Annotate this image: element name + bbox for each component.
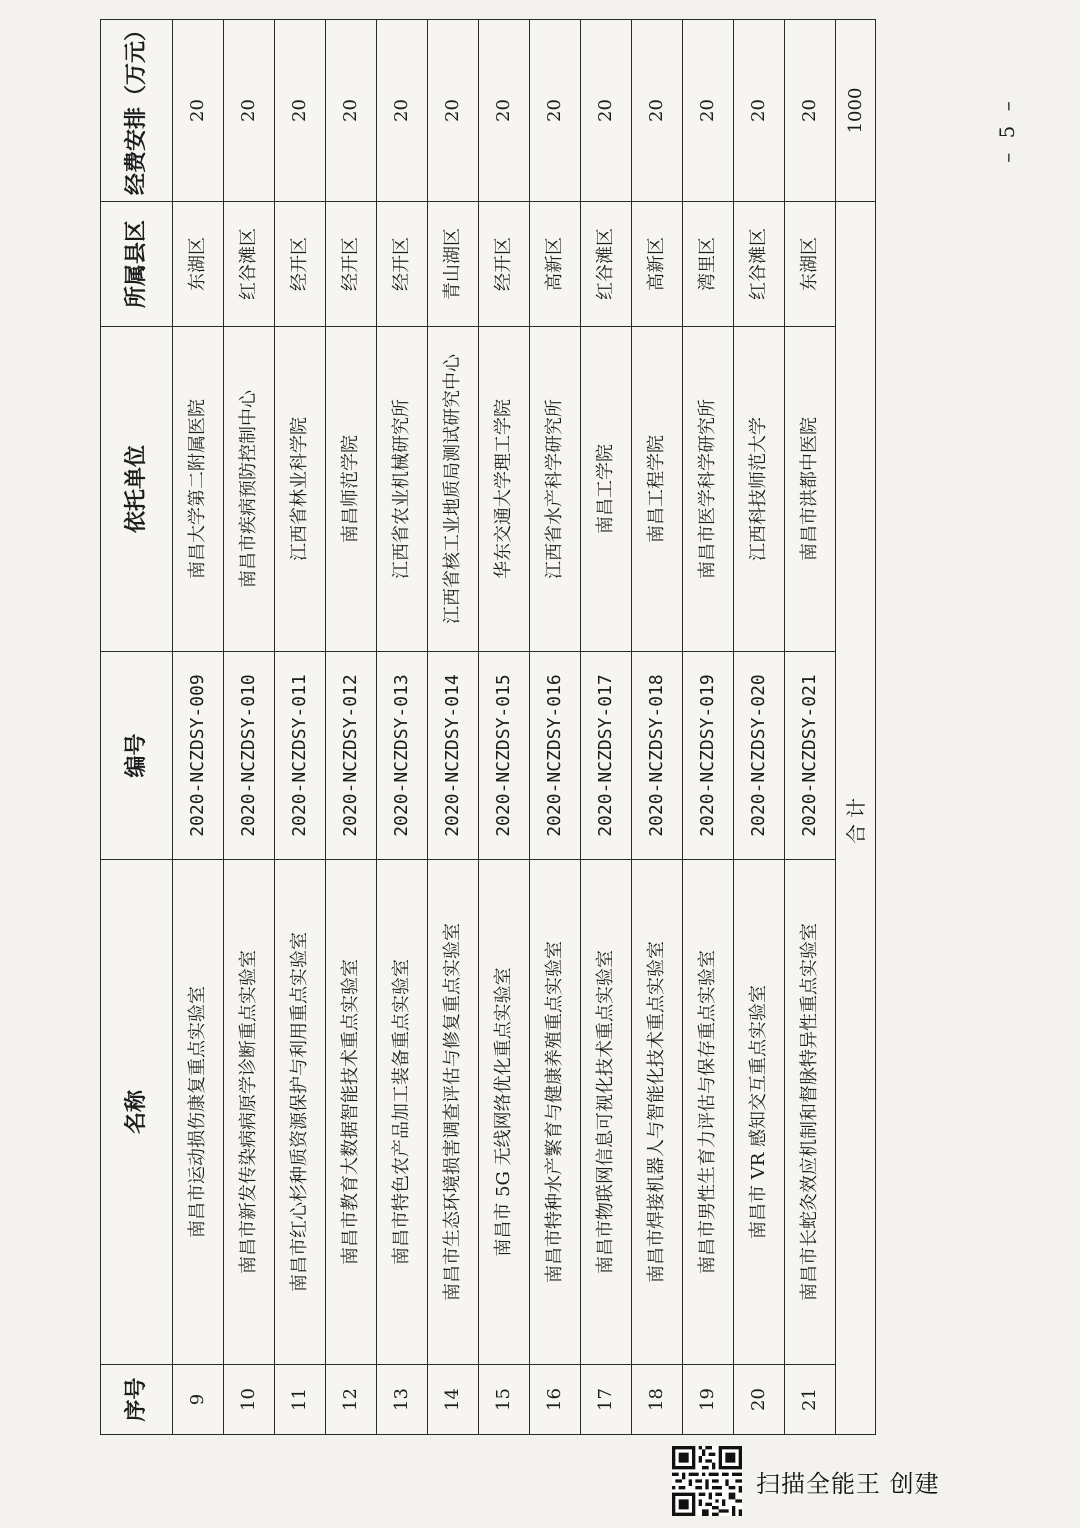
cell-district: 青山湖区 bbox=[428, 202, 479, 327]
header-unit: 依托单位 bbox=[101, 327, 173, 652]
cell-seq: 16 bbox=[530, 1365, 581, 1435]
lab-funding-table bbox=[100, 19, 876, 1435]
qr-code-icon bbox=[672, 1446, 742, 1516]
cell-name: 南昌市男性生育力评估与保存重点实验室 bbox=[683, 860, 734, 1365]
table-row bbox=[785, 20, 836, 1435]
cell-code: 2020-NCZDSY-010 bbox=[224, 652, 275, 860]
cell-name: 南昌市生态环境损害调查评估与修复重点实验室 bbox=[428, 860, 479, 1365]
cell-code: 2020-NCZDSY-015 bbox=[479, 652, 530, 860]
scanner-watermark bbox=[672, 1446, 972, 1518]
cell-seq: 11 bbox=[275, 1365, 326, 1435]
watermark-text: 扫描全能王 创建 bbox=[756, 1470, 940, 1498]
cell-code: 2020-NCZDSY-014 bbox=[428, 652, 479, 860]
cell-unit: 江西省农业机械研究所 bbox=[377, 327, 428, 652]
cell-fund: 20 bbox=[530, 20, 581, 202]
cell-seq: 19 bbox=[683, 1365, 734, 1435]
table-row bbox=[632, 20, 683, 1435]
cell-fund: 20 bbox=[275, 20, 326, 202]
cell-seq: 9 bbox=[173, 1365, 224, 1435]
cell-name: 南昌市新发传染病病原学诊断重点实验室 bbox=[224, 860, 275, 1365]
cell-unit: 江西省林业科学院 bbox=[275, 327, 326, 652]
cell-unit: 南昌市洪都中医院 bbox=[785, 327, 836, 652]
cell-name: 南昌市运动损伤康复重点实验室 bbox=[173, 860, 224, 1365]
cell-district: 红谷滩区 bbox=[734, 202, 785, 327]
cell-fund: 20 bbox=[734, 20, 785, 202]
cell-district: 经开区 bbox=[326, 202, 377, 327]
cell-fund: 20 bbox=[326, 20, 377, 202]
cell-district: 高新区 bbox=[632, 202, 683, 327]
cell-code: 2020-NCZDSY-016 bbox=[530, 652, 581, 860]
cell-unit: 华东交通大学理工学院 bbox=[479, 327, 530, 652]
cell-name: 南昌市特种水产繁育与健康养殖重点实验室 bbox=[530, 860, 581, 1365]
cell-name: 南昌市红心杉种质资源保护与利用重点实验室 bbox=[275, 860, 326, 1365]
header-seq: 序号 bbox=[101, 1365, 173, 1435]
cell-district: 红谷滩区 bbox=[581, 202, 632, 327]
cell-seq: 15 bbox=[479, 1365, 530, 1435]
cell-unit: 南昌师范学院 bbox=[326, 327, 377, 652]
cell-seq: 17 bbox=[581, 1365, 632, 1435]
cell-fund: 20 bbox=[224, 20, 275, 202]
table-total-row bbox=[836, 20, 876, 1435]
cell-fund: 20 bbox=[428, 20, 479, 202]
cell-code: 2020-NCZDSY-011 bbox=[275, 652, 326, 860]
cell-code: 2020-NCZDSY-018 bbox=[632, 652, 683, 860]
cell-fund: 20 bbox=[479, 20, 530, 202]
cell-district: 东湖区 bbox=[785, 202, 836, 327]
total-value: 1000 bbox=[836, 20, 876, 202]
table-row bbox=[530, 20, 581, 1435]
cell-code: 2020-NCZDSY-020 bbox=[734, 652, 785, 860]
cell-unit: 南昌市医学科学研究所 bbox=[683, 327, 734, 652]
cell-name: 南昌市焊接机器人与智能化技术重点实验室 bbox=[632, 860, 683, 1365]
header-name: 名称 bbox=[101, 860, 173, 1365]
cell-district: 东湖区 bbox=[173, 202, 224, 327]
cell-code: 2020-NCZDSY-021 bbox=[785, 652, 836, 860]
cell-fund: 20 bbox=[377, 20, 428, 202]
header-code: 编号 bbox=[101, 652, 173, 860]
cell-fund: 20 bbox=[632, 20, 683, 202]
cell-district: 红谷滩区 bbox=[224, 202, 275, 327]
cell-unit: 南昌工学院 bbox=[581, 327, 632, 652]
table-row bbox=[326, 20, 377, 1435]
cell-unit: 江西省水产科学研究所 bbox=[530, 327, 581, 652]
table-row bbox=[734, 20, 785, 1435]
cell-code: 2020-NCZDSY-019 bbox=[683, 652, 734, 860]
table-row bbox=[428, 20, 479, 1435]
cell-fund: 20 bbox=[683, 20, 734, 202]
cell-fund: 20 bbox=[581, 20, 632, 202]
cell-district: 经开区 bbox=[377, 202, 428, 327]
cell-code: 2020-NCZDSY-012 bbox=[326, 652, 377, 860]
cell-seq: 10 bbox=[224, 1365, 275, 1435]
table-row bbox=[479, 20, 530, 1435]
header-district: 所属县区 bbox=[101, 202, 173, 327]
table-row bbox=[224, 20, 275, 1435]
rotated-table-container bbox=[100, 18, 868, 1435]
cell-district: 湾里区 bbox=[683, 202, 734, 327]
table-row bbox=[275, 20, 326, 1435]
cell-seq: 21 bbox=[785, 1365, 836, 1435]
cell-seq: 13 bbox=[377, 1365, 428, 1435]
cell-name: 南昌市 5G 无线网络优化重点实验室 bbox=[479, 860, 530, 1365]
cell-district: 高新区 bbox=[530, 202, 581, 327]
cell-fund: 20 bbox=[785, 20, 836, 202]
cell-district: 经开区 bbox=[479, 202, 530, 327]
cell-seq: 18 bbox=[632, 1365, 683, 1435]
cell-name: 南昌市 VR 感知交互重点实验室 bbox=[734, 860, 785, 1365]
cell-code: 2020-NCZDSY-017 bbox=[581, 652, 632, 860]
cell-unit: 南昌大学第二附属医院 bbox=[173, 327, 224, 652]
header-fund: 经费安排（万元） bbox=[101, 20, 173, 202]
cell-name: 南昌市教育大数据智能技术重点实验室 bbox=[326, 860, 377, 1365]
table-row bbox=[377, 20, 428, 1435]
table-header-row bbox=[101, 20, 173, 1435]
cell-name: 南昌市特色农产品加工装备重点实验室 bbox=[377, 860, 428, 1365]
cell-unit: 南昌工程学院 bbox=[632, 327, 683, 652]
page-number: – 5 – bbox=[995, 97, 1019, 163]
cell-seq: 14 bbox=[428, 1365, 479, 1435]
table-row bbox=[581, 20, 632, 1435]
table-row bbox=[683, 20, 734, 1435]
total-label: 合计 bbox=[836, 202, 876, 1435]
cell-fund: 20 bbox=[173, 20, 224, 202]
cell-code: 2020-NCZDSY-013 bbox=[377, 652, 428, 860]
cell-name: 南昌市物联网信息可视化技术重点实验室 bbox=[581, 860, 632, 1365]
table-row bbox=[173, 20, 224, 1435]
cell-seq: 12 bbox=[326, 1365, 377, 1435]
cell-unit: 南昌市疾病预防控制中心 bbox=[224, 327, 275, 652]
cell-district: 经开区 bbox=[275, 202, 326, 327]
cell-unit: 江西科技师范大学 bbox=[734, 327, 785, 652]
cell-name: 南昌市长蛇灸效应机制和督脉特异性重点实验室 bbox=[785, 860, 836, 1365]
cell-unit: 江西省核工业地质局测试研究中心 bbox=[428, 327, 479, 652]
cell-code: 2020-NCZDSY-009 bbox=[173, 652, 224, 860]
cell-seq: 20 bbox=[734, 1365, 785, 1435]
